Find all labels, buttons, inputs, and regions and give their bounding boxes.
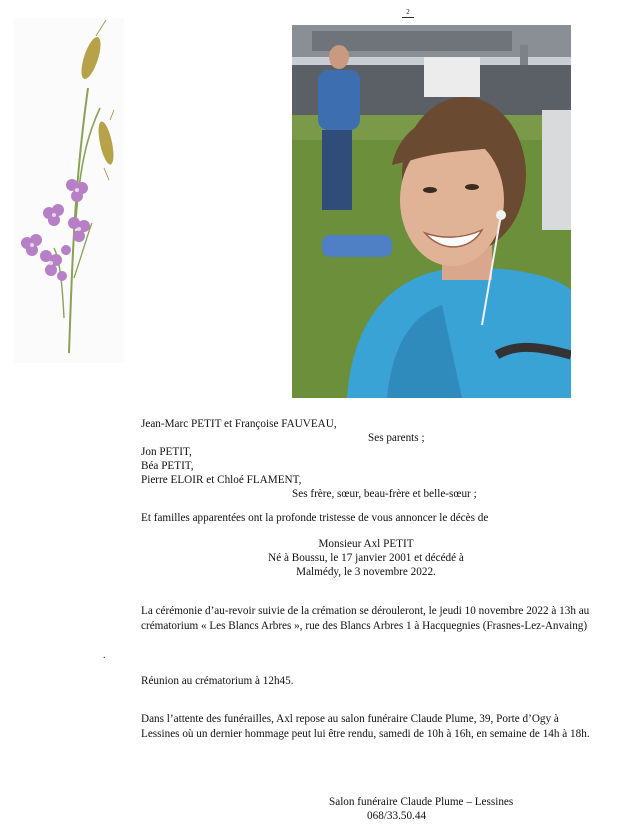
stray-dot: . (103, 650, 106, 661)
announcement: Et familles apparentées ont la profonde tristesse de vous annoncer le décès de (141, 512, 489, 524)
flower-illustration (14, 18, 124, 363)
viewing-details: Dans l’attente des funérailles, Axl repose au salon funéraire Claude Plume, 39, Porte d’Ogy à Lessines où un dernier hommage peut lui être rendu, samedi de 10h à 16h, en semaine de 14h à 18h. (141, 713, 590, 740)
sibling-3: Pierre ELOIR et Chloé FLAMENT, (141, 474, 302, 486)
meeting-info: Réunion au crématorium à 12h45. (141, 675, 294, 687)
deceased-birth: Né à Boussu, le 17 janvier 2001 et décédé à (268, 552, 464, 564)
parents-label: Ses parents ; (368, 432, 425, 444)
parents-names: Jean-Marc PETIT et Françoise FAUVEAU, (141, 418, 337, 430)
siblings-label: Ses frère, sœur, beau-frère et belle-sœur ; (292, 488, 477, 500)
deceased-name: Monsieur Axl PETIT (318, 538, 414, 550)
funeral-home-phone: 068/33.50.44 (367, 810, 427, 822)
funeral-home-name: Salon funéraire Claude Plume – Lessines (329, 796, 514, 808)
sibling-1: Jon PETIT, (141, 446, 192, 458)
ceremony-details: La cérémonie d’au-revoir suivie de la crémation se dérouleront, le jeudi 10 novembre 2022 à 13h au crématorium « Les Blancs Arbres », rue des Blancs Arbres 1 à Hacquegnies (Frasnes-Lez-Anvaing) (141, 605, 590, 632)
sibling-2: Béa PETIT, (141, 460, 194, 472)
page-number: 2 (402, 8, 414, 18)
deceased-death: Malmédy, le 3 novembre 2022. (296, 566, 436, 578)
memorial-photo (292, 25, 571, 398)
